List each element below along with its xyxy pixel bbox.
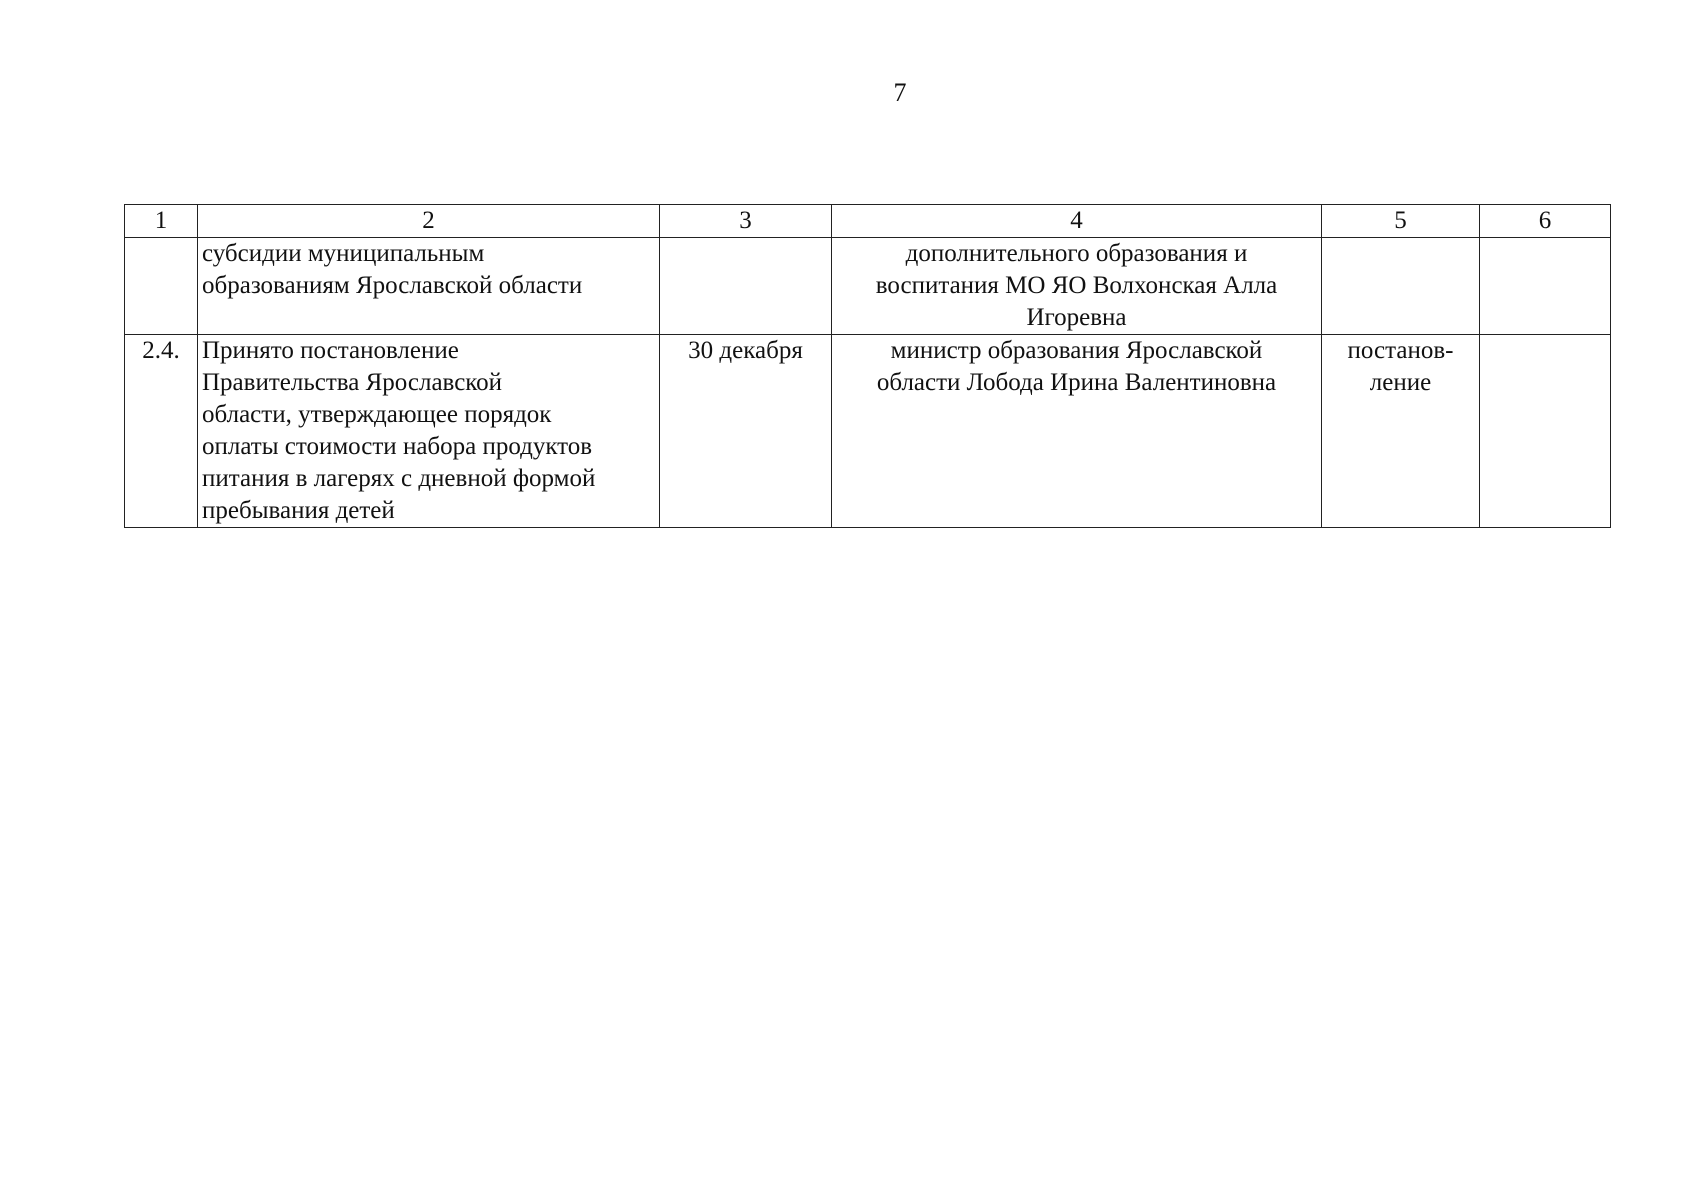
description-cell: субсидии муниципальным образованиям Ярославской области: [198, 238, 660, 335]
table-header-row: [125, 205, 1611, 238]
column-number-6: 6: [1480, 205, 1611, 238]
column-number-4: 4: [832, 205, 1322, 238]
row-number-cell: 2.4.: [125, 335, 198, 528]
deadline-cell: 30 декабря: [660, 335, 832, 528]
page-number: 7: [893, 78, 907, 107]
column-number-2: 2: [198, 205, 660, 238]
column-number-3: 3: [660, 205, 832, 238]
column-number-1: 1: [125, 205, 198, 238]
table-row: [125, 335, 1611, 528]
note-cell: [1480, 238, 1611, 335]
responsible-cell: дополнительного образования и воспитания МО ЯО Волхонская Алла Игоревна: [832, 238, 1322, 335]
row-number-cell: [125, 238, 198, 335]
table-row: [125, 238, 1611, 335]
responsible-cell: министр образования Ярославской области Лобода Ирина Валентиновна: [832, 335, 1322, 528]
result-cell: [1322, 238, 1480, 335]
note-cell: [1480, 335, 1611, 528]
document-table: [124, 204, 1611, 528]
result-cell: постанов- ление: [1322, 335, 1480, 528]
description-cell: Принято постановление Правительства Ярославской области, утверждающее порядок оплаты стоимости набора продуктов питания в лагерях с дневной формой пребывания детей: [198, 335, 660, 528]
column-number-5: 5: [1322, 205, 1480, 238]
deadline-cell: [660, 238, 832, 335]
